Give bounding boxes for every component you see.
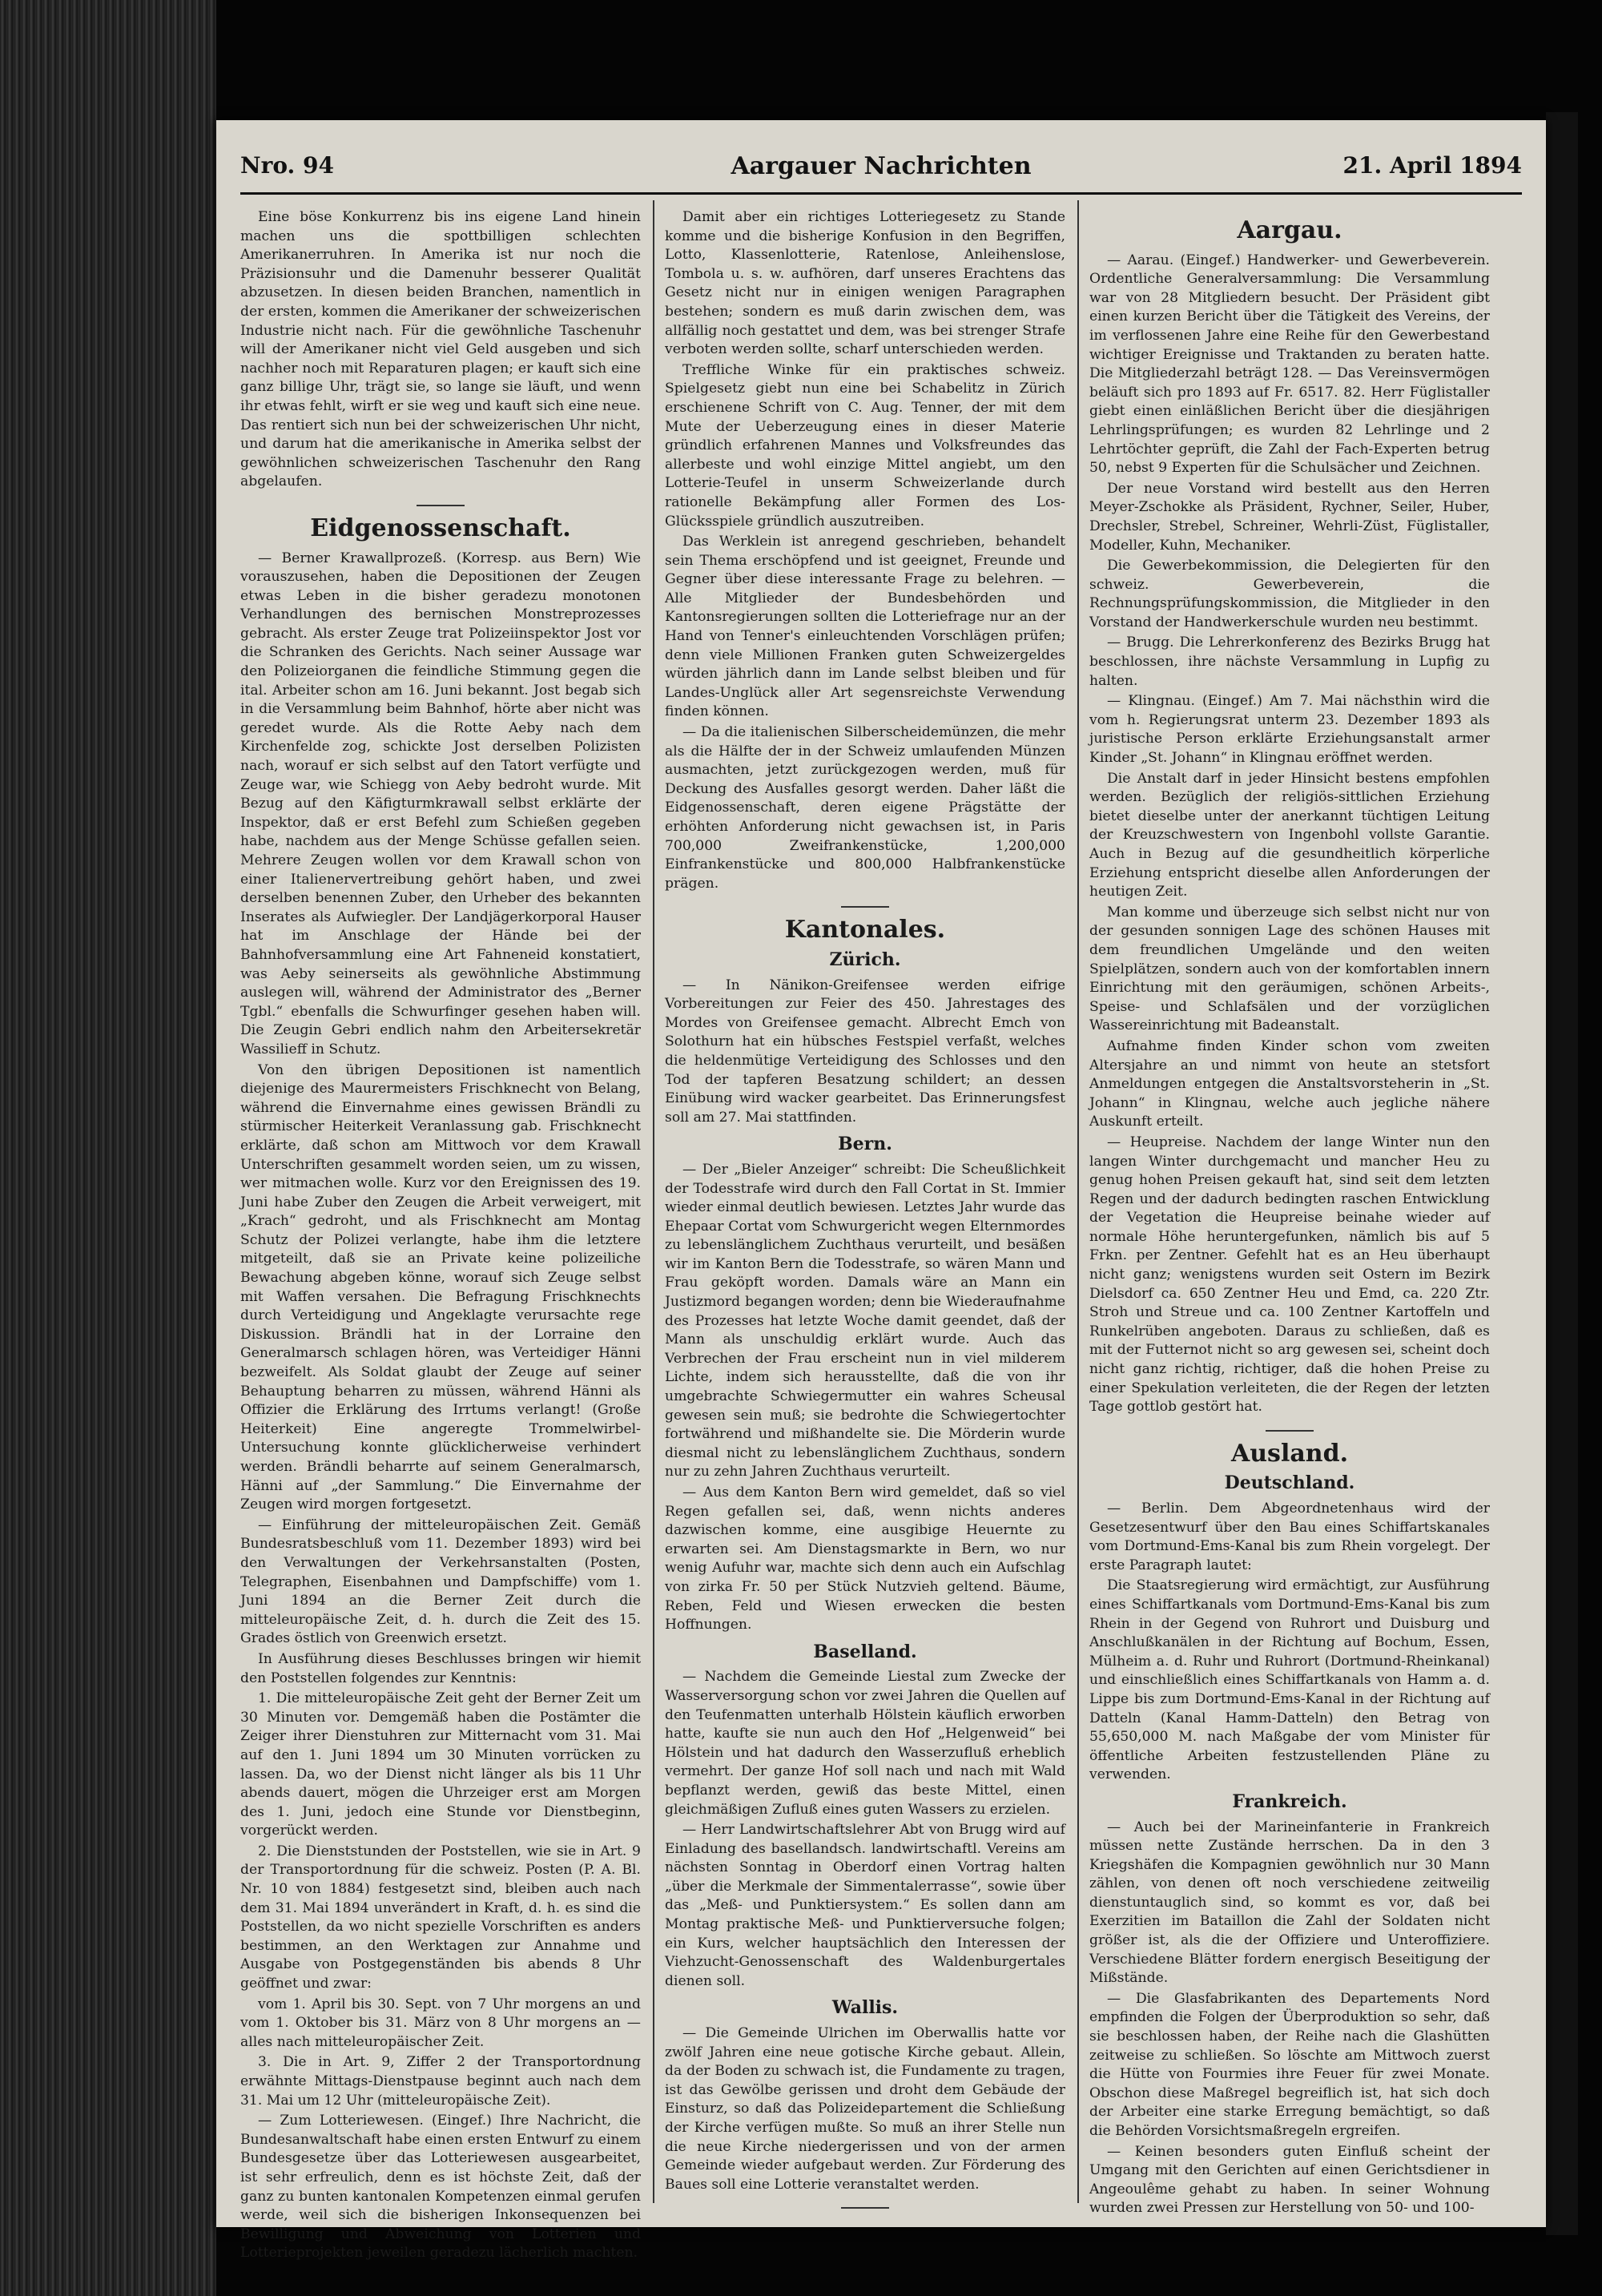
subsection-heading: Baselland. — [813, 1641, 917, 1662]
column-2 — [665, 208, 1065, 2195]
article-paragraph: Damit aber ein richtiges Lotteriegesetz zu Stande komme und die bisherige Konfusion in den Begriffen, Lotto, Klassenlotterie, Ratenlose, Anleihenslose, Tombola u. s. w. aufhören, darf unseres Erachtens das Gesetz nicht nur in einigen wenigen Paragraphen bestehen; sondern es muß darin zwischen dem, was allfällig noch gestattet und dem, was bei strenger Strafe verboten werden sollte, scharf unterschieden werden. — [665, 209, 1065, 358]
article-paragraph: 1. Die mitteleuropäische Zeit geht der Berner Zeit um 30 Minuten vor. Demgemäß haben die Postämter die Zeiger ihrer Dienstuhren zur Mitternacht vom 31. Mai auf den 1. Juni 1894 um 30 Minuten vorrücken zu lassen. Da, wo der Dienst nicht länger als bis 11 Uhr abends dauert, mögen die Uhrzeiger erst am Morgen des 1. Juni, jedoch eine Stunde vor Dienstbeginn, vorgerückt werden. — [240, 1690, 641, 1839]
section-divider — [1266, 1430, 1314, 1432]
column-rule — [1077, 200, 1079, 2203]
article-paragraph: Das Werklein ist anregend geschrieben, behandelt sein Thema erschöpfend und ist geeignet, Freunde und Gegner über diese interessante Frage zu belehren. — Alle Mitglieder der Bundesbehörden und Kantonsregierungen sollten die Lotteriefrage nur an der Hand von Tenner's einleuchtenden Vorschlägen prüfen; denn viele Millionen Franken guten Schweizergeldes würden jährlich dann im Lande selbst bleiben und für Landes-Unglück aller Art segensreichste Verwendung finden können. — [665, 534, 1065, 720]
article-paragraph: Treffliche Winke für ein praktisches schweiz. Spielgesetz giebt nun eine bei Schabelitz in Zürich erschienene Schrift von C. Aug. Tenner, der mit dem Mute der Ueberzeugung eines in dieser Materie gründlich erfahrenen Mannes und Volksfreundes das allerbeste und wohl einzige Mittel angiebt, um den Lotterie-Teufel in unserm Schweizerlande durch rationelle Bekämpfung aller Formen des Los-Glücksspiele gründlich auszutreiben. — [665, 361, 1065, 530]
article-paragraph: Aufnahme finden Kinder schon vom zweiten Altersjahre an und nimmt von heute an stetsfort Anmeldungen entgegen die Anstaltsvorsteherin in „St. Johann“ in Klingnau, welche auch jegliche nähere Auskunft erteilt. — [1089, 1037, 1490, 1130]
article-paragraph: — Die Gemeinde Ulrichen im Oberwallis hatte vor zwölf Jahren eine neue gotische Kirche gebaut. Allein, da der Boden zu schwach ist, die Fundamente zu tragen, ist das Gewölbe gerissen und droht dem Gebäude der Einsturz, so daß das Polizeidepartement die Schließung der Kirche verfügen mußte. So muß an ihrer Stelle nun die neue Kirche niedergerissen und von der armen Gemeinde wieder aufgebaut werden. Zur Förderung des Baues soll eine Lotterie veranstaltet werden. — [665, 2025, 1065, 2193]
article-paragraph: Man komme und überzeuge sich selbst nicht nur von der gesunden sonnigen Lage des schönen Hauses mit dem freundlichen Umgelände und den weiten Spielplätzen, sondern auch von der komfortablen innern Einrichtung mit den geräumigen, schönen Arbeits-, Speise- und Schlafsälen und der vorzüglichen Wassereinrichtung mit Badeanstalt. — [1089, 904, 1490, 1034]
article-paragraph: Die Gewerbekommission, die Delegierten für den schweiz. Gewerbeverein, die Rechnungsprüfungskommission, die Mitglieder in den Vorstand der Handwerkerschule wurden neu bestimmt. — [1089, 558, 1490, 630]
article-paragraph: Von den übrigen Depositionen ist namentlich diejenige des Maurermeisters Frischknecht von Belang, während die Einvernahme eines gewissen Brändli zu stürmischer Heiterkeit Veranlassung gab. Frischknecht erklärte, daß schon am Mittwoch vor dem Krawall Unterschriften gesammelt worden seien, um zu wissen, wer mitmachen wolle. Kurz vor den Ereignissen des 19. Juni habe Zuber den Zeugen die Arbeit verweigert, mit „Krach“ gedroht, und als Frischknecht am Montag Schutz der Polizei verlangte, habe ihm die letztere mitgeteilt, daß sie an Private keine polizeiliche Bewachung abgeben könne, worauf sich Zeuge selbst mit Waffen versahen. Die Befragung Frischknechts durch Verteidigung und Angeklagte verursachte rege Diskussion. Brändli hat in der Lorraine den Generalmarsch schlagen hören, was Verteidiger Hänni bezweifelt. Als Soldat glaubt der Zeuge auf seiner Behauptung beharren zu müssen, während Hänni als Offizier die Erklärung des Irrtums verlangt! (Große Heiterkeit) Eine angeregte Trommelwirbel-Untersuchung konnte glücklicherweise verhindert werden. Brändli beharrte auf seinem Generalmarsch, Hänni auf „der Sammlung.“ Die Einvernahme der Zeugen wird morgen fortgesetzt. — [240, 1061, 641, 1513]
article-paragraph: — Da die italienischen Silberscheidemünzen, die mehr als die Hälfte der in der Schweiz umlaufenden Münzen ausmachten, jetzt zurückgezogen werden, muß für Deckung des Ausfalles gesorgt werden. Daher läßt die Eidgenossenschaft, deren eigene Prägstätte der erhöhten Anforderung nicht gewachsen ist, in Paris 700,000 Zweifrankenstücke, 1,200,000 Einfrankenstücke und 800,000 Halbfrankenstücke prägen. — [665, 724, 1065, 892]
section-divider — [841, 2207, 889, 2209]
subsection-heading: Frankreich. — [1232, 1790, 1347, 1812]
article-paragraph: — Heupreise. Nachdem der lange Winter nun den langen Winter durchgemacht und mancher Heu zu genug hohen Preisen gekauft hat, sind seit dem letzten Regen und der dadurch bedingten raschen Entwicklung der Vegetation die Heupreise beinahe wieder auf normale Höhe heruntergefunken, nämlich bis auf 5 Frkn. per Zentner. Gefehlt hat es an Heu überhaupt nicht ganz; wenigstens wurden seit Ostern im Bezirk Dielsdorf ca. 650 Zentner Heu und Emd, ca. 220 Ztr. Stroh und Streue und ca. 100 Zentner Kartoffeln und Runkelrüben angeboten. Daraus zu schließen, daß es mit der Futternot nicht so arg gewesen sei, scheint doch nicht ganz richtig, richtiger, daß die hohen Preise zu einer Spekulation verleiteten, die der Regen der letzten Tage gottlob gestört hat. — [1089, 1134, 1490, 1416]
section-heading: Ausland. — [1230, 1439, 1349, 1468]
page-header — [240, 144, 1522, 195]
article-paragraph: vom 1. April bis 30. Sept. von 7 Uhr morgens an und vom 1. Oktober bis 31. März von 8 Uhr morgens an — alles nach mitteleuropäischer Zeit. — [240, 1996, 641, 2050]
section-heading: Aargau. — [1237, 216, 1342, 244]
subsection-heading: Bern. — [838, 1134, 892, 1155]
article-paragraph: — Zum Lotteriewesen. (Eingef.) Ihre Nachricht, die Bundesanwaltschaft habe einen ersten Entwurf zu einem Bundesgesetze über das Lotteriewesen ausgearbeitet, ist sehr erfreulich, denn es ist höchste Zeit, daß der ganz zu bunten kantonalen Kompetenzen einmal gerufen werde, weil sich die bisherigen Inkonsequenzen bei Bewilligung und Abweichung von Lotterien und Lotterieprojekten jeweilen geradezu lächerlich machten. — [240, 2113, 641, 2262]
column-3 — [1089, 208, 1490, 2217]
article-paragraph: Der neue Vorstand wird bestellt aus den Herren Meyer-Zschokke als Präsident, Rychner, Seiler, Huber, Drechsler, Strebel, Schreiner, Wehrli-Züst, Füglistaller, Modeller, Kuhn, Mechaniker. — [1089, 480, 1490, 554]
column-1 — [240, 208, 641, 2262]
article-paragraph: — Einführung der mitteleuropäischen Zeit. Gemäß Bundesratsbeschluß vom 11. Dezember 1893) wird bei den Verwaltungen der Verkehrsanstalten (Posten, Telegraphen, Eisenbahnen und Dampfschiffe) vom 1. Juni 1894 an die Berner Zeit durch die mitteleuropäische Zeit, d. h. durch die Zeit des 15. Grades östlich von Greenwich ersetzt. — [240, 1517, 641, 1647]
book-edge — [0, 0, 216, 2296]
section-heading: Kantonales. — [784, 916, 946, 945]
article-paragraph: — In Nänikon-Greifensee werden eifrige Vorbereitungen zur Feier des 450. Jahrestages des Mordes von Greifensee gemacht. Albrecht Emch von Solothurn hat ein hübsches Festspiel verfaßt, welches die heldenmütige Verteidigung des Schlosses und den Tod der tapferen Besatzung schildert; an dessen Einübung wird wacker gearbeitet. Das Erinnerungsfest soll am 27. Mai stattfinden. — [665, 977, 1065, 1126]
article-paragraph: — Herr Landwirtschaftslehrer Abt von Brugg wird auf Einladung des basellandsch. landwirtschaftl. Vereins am nächsten Sonntag in Oberdorf einen Vortrag halten „über die Merkmale der Simmentalerrasse“, sowie über das „Meß- und Punktiersystem.“ Es sollen dann am Montag praktische Meß- und Punktierversuche folgen; ein Kurs, welcher hauptsächlich den Interessen der Viehzucht-Genossenschaft des Waldenburgertales dienen soll. — [665, 1822, 1065, 1989]
masthead-title: Aargauer Nachrichten — [731, 152, 1032, 180]
column-rule — [653, 200, 654, 2203]
article-paragraph: — Brugg. Die Lehrerkonferenz des Bezirks Brugg hat beschlossen, ihre nächste Versammlung in Lupfig zu halten. — [1089, 634, 1490, 689]
article-paragraph: — Nachdem die Gemeinde Liestal zum Zwecke der Wasserversorgung schon vor zwei Jahren die Quellen auf den Teufenmatten unterhalb Hölstein käuflich erworben hatte, kaufte sie nun auch den Hof „Helgenweid“ bei Hölstein und hat dadurch den Wasserzufluß erheblich vermehrt. Der ganze Hof soll nach und nach mit Wald bepflanzt werden, gewiß das beste Mittel, einen gleichmäßigen Zufluß eines guten Wassers zu erzielen. — [665, 1669, 1065, 1818]
issue-number: Nro. 94 — [240, 152, 334, 179]
newspaper-page — [216, 120, 1546, 2262]
article-paragraph: — Auch bei der Marineinfanterie in Frankreich müssen nette Zustände herrschen. Da in den 3 Kriegshäfen die Kompagnien gewöhnlich nur 30 Mann zählen, von denen oft noch verschiedene zeitweilig dienstuntauglich sind, so kommt es vor, daß bei Exerzitien im Bataillon die Zahl der Soldaten nicht größer ist, als die der Offiziere und Unteroffiziere. Verschiedene Blätter fordern energisch Beseitigung der Mißstände. — [1089, 1819, 1490, 1987]
article-paragraph: — Die Glasfabrikanten des Departements Nord empfinden die Folgen der Überproduktion so sehr, daß sie beschlossen haben, der Reihe nach die Glashütten zeitweise zu schließen. So löschte am Mittwoch zuerst die Hütte von Fourmies ihre Feuer für zwei Monate. Obschon diese Maßregel begreiflich ist, hat sich doch der Arbeiter eine starke Erregung bemächtigt, so daß die Behörden Vorsichtsmaßregeln ergreifen. — [1089, 1990, 1490, 2139]
article-paragraph: 2. Die Dienststunden der Poststellen, wie sie in Art. 9 der Transportordnung für die schweiz. Posten (P. A. Bl. Nr. 10 von 1884) festgesetzt sind, bleiben auch nach dem 31. Mai 1894 unverändert in Kraft, d. h. es sind die Poststellen, da wo nicht spezielle Vorschriften es anders bestimmen, an den Werktagen zur Annahme und Ausgabe von Postgegenständen bis abends 8 Uhr geöffnet und zwar: — [240, 1843, 641, 1992]
subsection-heading: Wallis. — [831, 1997, 899, 2019]
section-divider — [841, 906, 889, 908]
article-paragraph: — Berner Krawallprozeß. (Korresp. aus Bern) Wie vorauszusehen, haben die Depositionen der Zeugen etwas Leben in die bisher geradezu monotonen Verhandlungen des bernischen Monstreprozesses gebracht. Als erster Zeuge trat Polizeiinspektor Jost vor die Schranken des Gerichts. Nach seiner Aussage war den Polizeiorganen die feindliche Stimmung gegen die ital. Arbeiter schon am 16. Juni bekannt. Jost begab sich in die Versammlung beim Bahnhof, hörte aber nicht was geredet wurde. Als die Rotte Aeby nach dem Kirchenfelde zog, schickte Jost derselben Polizisten nach, worauf er sich selbst auf den Tatort verfügte und Zeuge war, wie Schiegg von Aeby bedroht wurde. Mit Bezug auf den Käfigturmkrawall selbst erklärte der Inspektor, daß er erst Befehl zum Schießen gegeben habe, nachdem aus der Menge Schüsse gefallen seien. Mehrere Zeugen wollen vor dem Krawall schon von einer Italienervertreibung gehört haben, und zwei derselben benennen Zuber, den Urheber des bekannten Inserates als Aufwiegler. Der Landjägerkorporal Hauser hat im Anschlage der Hände bei der Bahnhofversammlung eine Art Fahneneid konstatiert, was Aeby seinerseits als gewöhnliche Abstimmung auslegen will, während der Administrator des „Berner Tgbl.“ ebenfalls die Schwurfinger gesehen haben will. Die Zeugin Gebri endlich nahm den Arbeitersekretär Wassilieff in Schutz. — [240, 550, 641, 1057]
article-paragraph: — Aus dem Kanton Bern wird gemeldet, daß so viel Regen gefallen sei, daß, wenn nichts anderes dazwischen komme, eine ausgibige Heuernte zu erwarten sei. Am Dienstagsmarkte in Bern, wo nur wenig Aufuhr war, machte sich denn auch ein Aufschlag von zirka Fr. 50 per Stück Nutzvieh geltend. Bäume, Reben, Feld und Wiesen erwecken die besten Hoffnungen. — [665, 1484, 1065, 1633]
article-paragraph: — Berlin. Dem Abgeordnetenhaus wird der Gesetzesentwurf über den Bau eines Schiffartskanales vom Dortmund-Ems-Kanal bis zum Rhein vorgelegt. Der erste Paragraph lautet: — [1089, 1500, 1490, 1573]
article-paragraph: Eine böse Konkurrenz bis ins eigene Land hinein machen uns die spottbilligen schlechten Amerikanerruhren. In Amerika ist nur noch die Präzisionsuhr und die Damenuhr besserer Qualität abzusetzen. In diesen beiden Branchen, namentlich in der ersten, kommen die Amerikaner der schweizerischen Industrie nicht nach. Für die gewöhnliche Taschenuhr will der Amerikaner nicht viel Geld ausgeben und sich nachher noch mit Reparaturen plagen; er kauft sich eine ganz billige Uhr, trägt sie, so lange sie läuft, und wenn ihr etwas fehlt, wirft er sie weg und kauft sich eine neue. Das rentiert sich nun bei der schweizerischen Uhr nicht, und darum hat die amerikanische in Amerika selbst der gewöhnlichen schweizerischen Taschenuhr den Rang abgelaufen. — [240, 209, 641, 490]
section-divider — [417, 505, 465, 506]
article-paragraph: — Keinen besonders guten Einfluß scheint der Umgang mit den Gerichten auf einen Gerichtsdiener in Angeoulême gehabt zu haben. In seiner Wohnung wurden zwei Pressen zur Herstellung von 50- und 100- — [1089, 2143, 1490, 2217]
page-right-edge — [1546, 112, 1578, 2235]
article-paragraph: — Klingnau. (Eingef.) Am 7. Mai nächsthin wird die vom h. Regierungsrat unterm 23. Dezember 1893 als juristische Person erklärte Erziehungsanstalt armer Kinder „St. Johann“ in Klingnau eröffnet werden. — [1089, 693, 1490, 767]
article-paragraph: — Aarau. (Eingef.) Handwerker- und Gewerbeverein. Ordentliche Generalversammlung: Die Versammlung war von 28 Mitgliedern besucht. Der Präsident gibt einen kurzen Bericht über die Tätigkeit des Vereins, der im verflossenen Jahre eine Reihe für den Gewerbestand wichtiger Ereignisse und Traktanden zu beraten hatte. Die Mitgliederzahl beträgt 128. — Das Vereinsvermögen beläuft sich pro 1893 auf Fr. 6517. 82. Herr Füglistaller giebt einen einläßlichen Bericht über die diesjährigen Lehrlingsprüfungen; es wurden 82 Lehrlinge und 2 Lehrtöchter geprüft, die Zahl der Fach-Experten betrug 50, nebst 9 Experten für die Schulsächer und Zeichnen. — [1089, 252, 1490, 477]
article-paragraph: Die Anstalt darf in jeder Hinsicht bestens empfohlen werden. Bezüglich der religiös-sittlichen Erziehung bietet dieselbe unter der anerkannt tüchtigen Leitung der Kreuzschwestern von Ingenbohl vollste Garantie. Auch in Bezug auf die gesundheitlich körperliche Erziehung entspricht dieselbe allen Anforderungen der heutigen Zeit. — [1089, 770, 1490, 900]
subsection-heading: Zürich. — [829, 949, 901, 970]
issue-date: 21. April 1894 — [1342, 152, 1522, 179]
article-paragraph: — Der „Bieler Anzeiger“ schreibt: Die Scheußlichkeit der Todesstrafe wird durch den Fall Cortat in St. Immier wieder einmal deutlich bewiesen. Letztes Jahr wurde das Ehepaar Cortat vom Schwurgericht wegen Elternmordes zu lebenslänglichem Zuchthaus verurteilt, und besäßen wir im Kanton Bern die Todesstrafe, so wären Mann und Frau geköpft worden. Damals wäre an Mann ein Justizmord begangen worden; denn bie Wiederaufnahme des Prozesses hat letzte Woche damit geendet, daß der Mann als unschuldig erklärt wurde. Auch das Verbrechen der Frau erscheint nun in viel milderem Lichte, indem sich herausstellte, daß die von ihr umgebrachte Schwiegermutter ein wahres Scheusal gewesen sein muß; sie bedrohte die Schwiegertochter fortwährend und mißhandelte sie. Die Mörderin wurde diesmal nicht zu lebenslänglichem Zuchthaus, sondern nur zu zehn Jahren Zuchthaus verurteilt. — [665, 1161, 1065, 1480]
article-paragraph: 3. Die in Art. 9, Ziffer 2 der Transportordnung erwähnte Mittags-Dienstpause beginnt auch nach dem 31. Mai um 12 Uhr (mitteleuropäische Zeit). — [240, 2054, 641, 2109]
article-paragraph: Die Staatsregierung wird ermächtigt, zur Ausführung eines Schiffartkanals vom Dortmund-Ems-Kanal bis zum Rhein in der Gegend von Ruhrort und Duisburg und Anschlußkanälen in der Richtung auf Bochum, Essen, Mülheim a. d. Ruhr und Ruhrort (Dortmund-Rheinkanal) und einschließlich eines Schiffartkanals von Hamm a. d. Lippe bis zum Dortmund-Ems-Kanal in der Richtung auf Datteln (Kanal Hamm-Datteln) den Betrag von 55,650,000 M. nach Maßgabe der vom Minister für öffentliche Arbeiten festzustellenden Pläne zu verwenden. — [1089, 1577, 1490, 1783]
subsection-heading: Deutschland. — [1224, 1472, 1355, 1494]
article-paragraph: In Ausführung dieses Beschlusses bringen wir hiemit den Poststellen folgendes zur Kenntnis: — [240, 1650, 641, 1686]
section-heading: Eidgenossenschaft. — [310, 514, 571, 542]
